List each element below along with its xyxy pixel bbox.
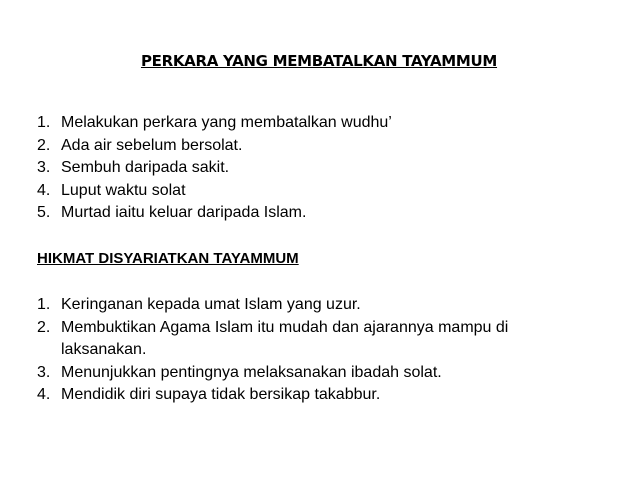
list-item <box>37 362 597 385</box>
list-item <box>37 180 597 203</box>
list-item-text: Membuktikan Agama Islam itu mudah dan ajarannya mampu di laksanakan. <box>61 318 509 358</box>
list-item-number: 3. <box>37 363 51 381</box>
list-item-number: 3. <box>37 159 51 176</box>
list-item <box>37 294 597 317</box>
list-item-number: 5. <box>37 204 51 221</box>
list-item-number: 2. <box>37 318 51 336</box>
section-heading: HIKMAT DISYARIATKAN TAYAMMUM <box>37 250 299 267</box>
list-item <box>37 112 597 135</box>
list-item-text: Melakukan perkara yang membatalkan wudhu’ <box>61 114 392 131</box>
list-item <box>37 384 597 407</box>
cancellation-list <box>37 112 597 225</box>
list-item <box>37 202 597 225</box>
list-item-text: Menunjukkan pentingnya melaksanakan ibadah solat. <box>61 363 442 381</box>
list-item-number: 4. <box>37 181 51 199</box>
list-item <box>37 135 597 158</box>
list-item-number: 4. <box>37 386 51 403</box>
list-item-number: 1. <box>37 114 51 131</box>
list-item-text: Luput waktu solat <box>61 181 186 199</box>
list-item-number: 1. <box>37 296 51 313</box>
list-item <box>37 317 597 362</box>
list-item-text: Ada air sebelum bersolat. <box>61 136 243 154</box>
list-item-text: Murtad iaitu keluar daripada Islam. <box>61 204 307 221</box>
list-item-text: Sembuh daripada sakit. <box>61 159 230 176</box>
list-item <box>37 157 597 180</box>
page-title: PERKARA YANG MEMBATALKAN TAYAMMUM <box>140 52 498 70</box>
list-item-text: Mendidik diri supaya tidak bersikap takabbur. <box>61 386 381 403</box>
list-item-number: 2. <box>37 136 51 154</box>
wisdom-list <box>37 294 597 407</box>
list-item-text: Keringanan kepada umat Islam yang uzur. <box>61 296 361 313</box>
